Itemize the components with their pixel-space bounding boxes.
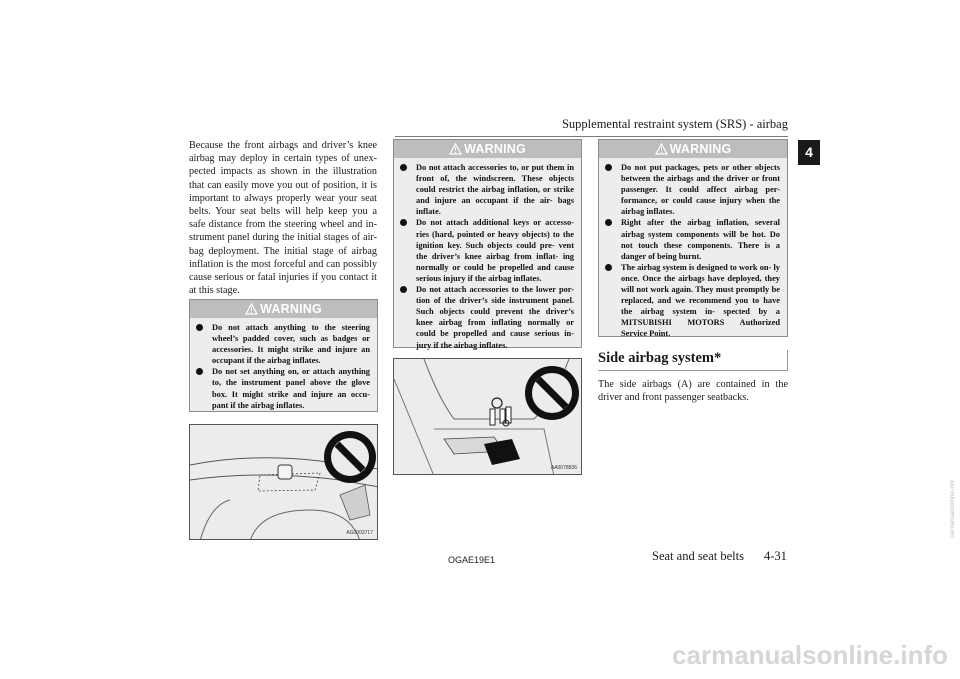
warning-header <box>190 300 377 318</box>
warning-heading: WARNING <box>464 142 526 156</box>
warning-item-text: Right after the airbag inflation, several airbag system components will be hot. Do not touch these components. There is a danger of being burnt. <box>621 218 780 261</box>
chapter-tab: 4 <box>798 140 820 165</box>
warning-item <box>605 262 780 340</box>
footer-code: OGAE19E1 <box>448 555 496 565</box>
watermark-side: carmanualsonline.info <box>950 480 956 539</box>
warning-header <box>394 140 581 158</box>
bullet-icon <box>196 324 203 331</box>
warning-triangle-icon <box>449 143 462 155</box>
intro-paragraph: Because the front airbags and driver’s knee airbag may deploy in certain types of unex- pected impacts as shown in the illustration that can easily move you out of position, it is important to always properly wear your seat belts. Your seat belts will help keep you a safe distance from the steering wheel and in- strument panel during the initial stages of air- bag deployment. The initial stage of airbag inflation is the most forceful and can possibly cause serious or fatal injuries if you contact it at this stage. <box>189 140 377 297</box>
page-header-title: Supplemental restraint system (SRS) - airbag <box>395 117 788 137</box>
warning-box-1 <box>189 299 378 412</box>
warning-item <box>605 217 780 261</box>
warning-box-3 <box>598 139 788 337</box>
warning-item-text: Do not attach additional keys or accesso- ries (hard, pointed or heavy objects) to the ignition key. Such objects could pre- vent the driver’s knee airbag from inflat- ing normally or could be propelled and cause serious injury if the airbag inflates. <box>416 218 574 283</box>
warning-box-2 <box>393 139 582 348</box>
warning-item-text: Do not put packages, pets or other objects between the airbags and the driver or front passenger. It could affect airbag per- formance, or could cause injury when the airbag inflates. <box>621 163 780 217</box>
warning-heading: WARNING <box>260 302 322 316</box>
warning-triangle-icon <box>245 303 258 315</box>
warning-header <box>599 140 787 158</box>
bullet-icon <box>400 286 407 293</box>
section-title: Side airbag system* <box>598 350 788 371</box>
warning-item <box>400 217 574 284</box>
bullet-icon <box>605 219 612 226</box>
footer-section: Seat and seat belts <box>652 549 744 563</box>
watermark: carmanualsonline.info <box>672 640 948 670</box>
ignition-key-illustration <box>393 358 582 475</box>
side-airbag-paragraph: The side airbags (A) are contained in the driver and front passenger seatbacks. <box>598 379 788 404</box>
warning-item <box>196 322 370 366</box>
figure-code: AG0003717 <box>346 530 373 536</box>
warning-item <box>196 366 370 410</box>
bullet-icon <box>196 368 203 375</box>
figure-code: AA0078836 <box>550 465 577 471</box>
warning-item-text: The airbag system is designed to work on- ly once. Once the airbags have deployed, they will not work again. They must promptly be replaced, and we recommend you to have the airbag system in- spected by a MITSUBISHI MOTORS Authorized Service Point. <box>621 262 780 339</box>
warning-item-text: Do not set anything on, or attach anything to, the instrument panel above the glove box. It might strike and injure an occu- pant if the airbag inflates. <box>212 367 370 410</box>
warning-item-text: Do not attach anything to the steering wheel’s padded cover, such as badges or accessories. It might strike and injure an occupant if the airbag inflates. <box>212 323 370 366</box>
warning-heading: WARNING <box>669 142 732 156</box>
dashboard-illustration <box>189 424 378 540</box>
warning-item <box>605 162 780 217</box>
bullet-icon <box>605 164 612 171</box>
bullet-icon <box>400 164 407 171</box>
warning-item-text: Do not attach accessories to, or put them in front of, the windscreen. These objects could restrict the airbag inflation, or strike and injure an occupant if the air- bags inflate. <box>416 163 574 217</box>
warning-item <box>400 284 574 351</box>
warning-triangle-icon <box>655 143 668 155</box>
warning-item <box>400 162 574 217</box>
bullet-icon <box>400 219 407 226</box>
page-number: 4-31 <box>764 549 787 563</box>
warning-item-text: Do not attach accessories to the lower por- tion of the driver’s side instrument panel. Such objects could prevent the driver’s knee airbag from inflating normally or could be propelled and cause serious in- jury if the airbag inflates. <box>416 285 574 350</box>
bullet-icon <box>605 264 612 271</box>
